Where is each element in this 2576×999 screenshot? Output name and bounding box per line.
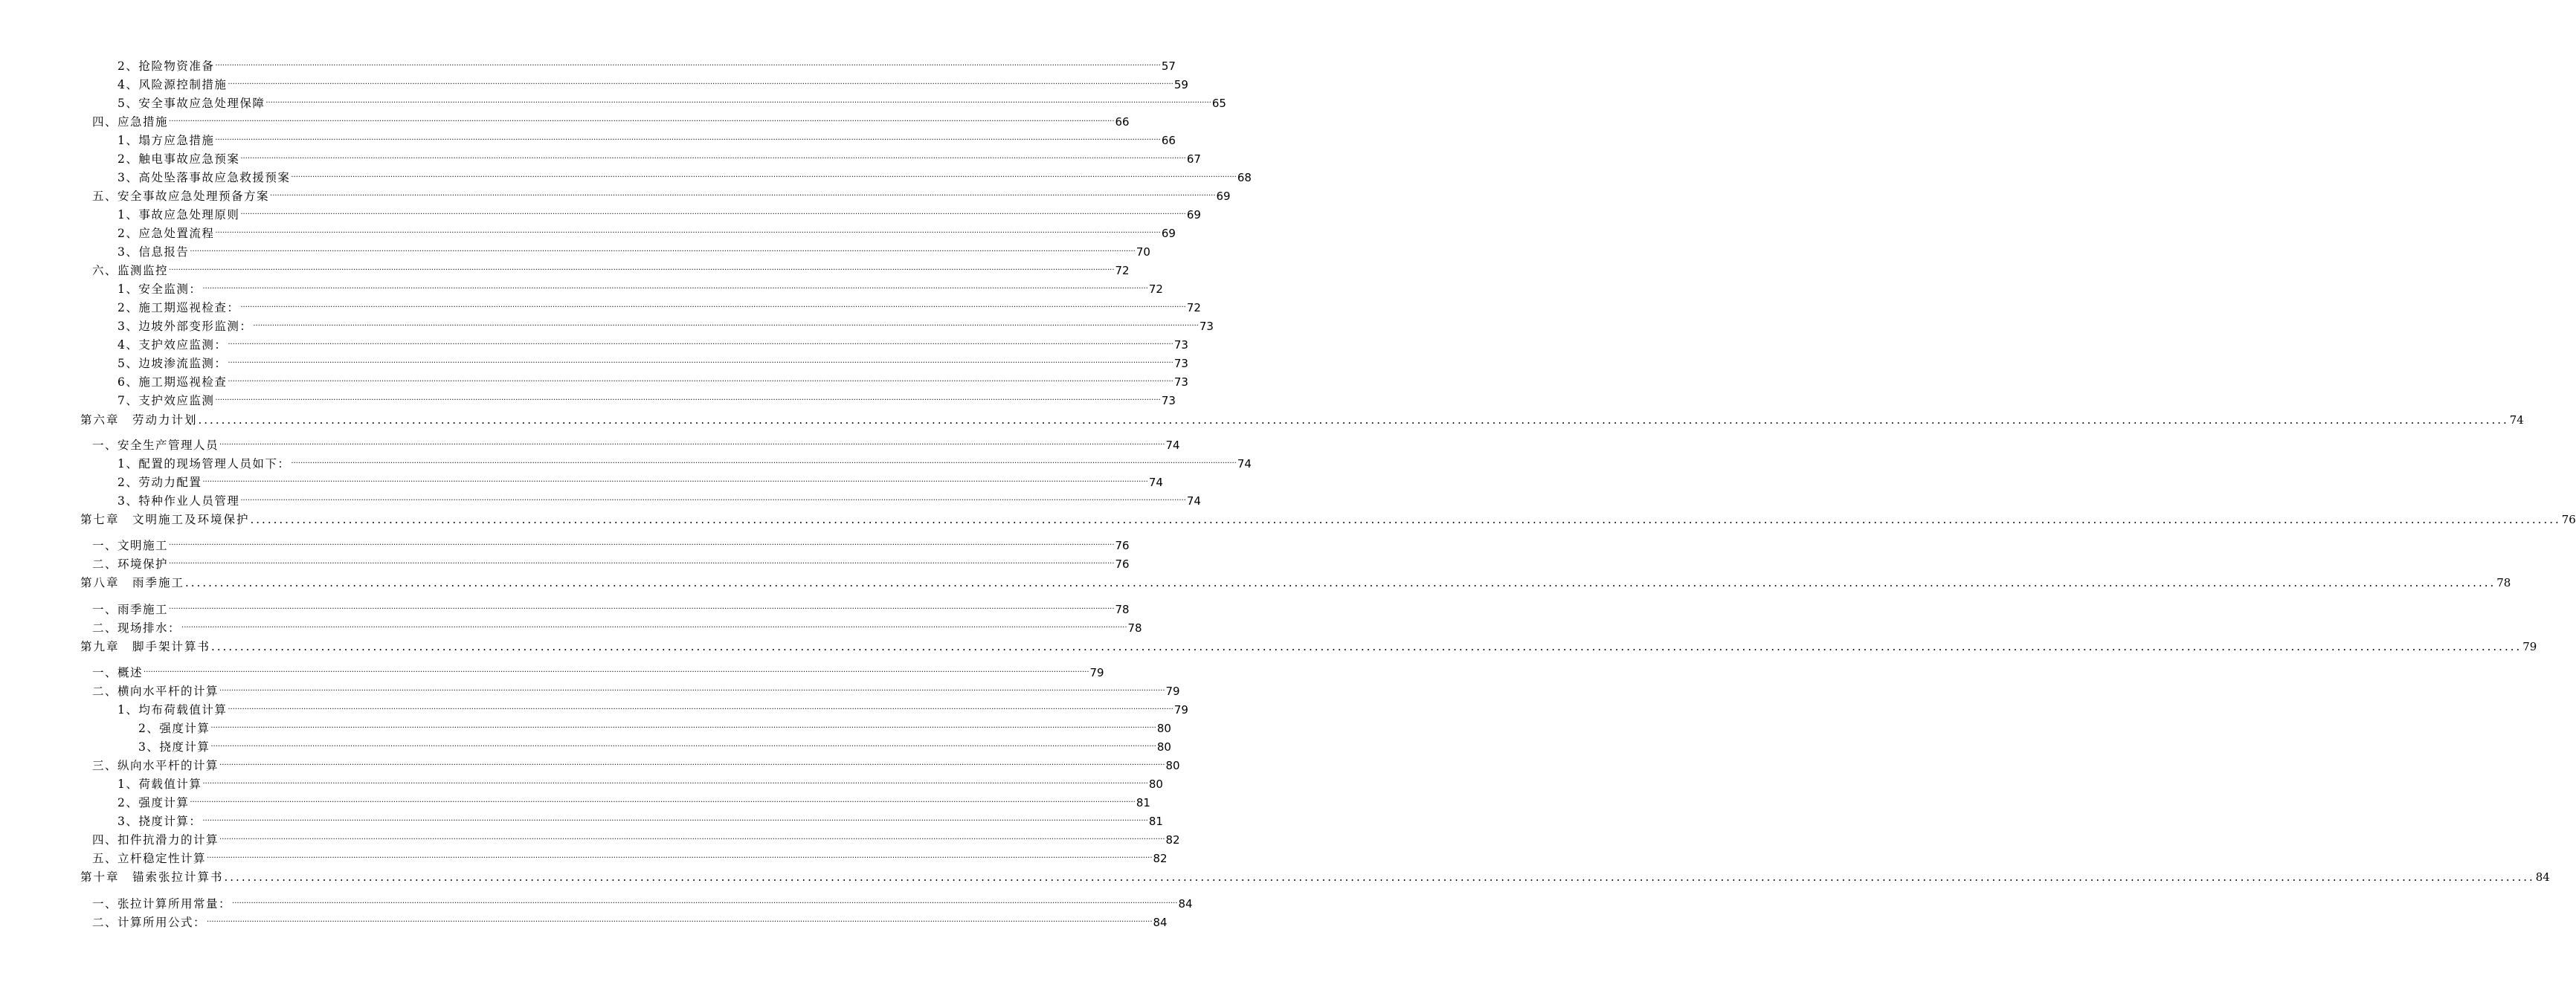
- toc-leader-dots: ................................................................................................................................................................................................................................................................................................................................................................................................................: [210, 740, 1156, 749]
- toc-page-number: 73: [1161, 394, 1176, 407]
- toc-entry[interactable]: [138, 737, 1171, 754]
- toc-entry-title: 五、安全事故应急处理预备方案: [92, 190, 270, 203]
- toc-entry[interactable]: [117, 454, 1252, 471]
- toc-entry[interactable]: [117, 473, 1163, 489]
- toc-entry[interactable]: [92, 756, 1180, 772]
- toc-entry-title: 2、施工期巡视检查：: [117, 301, 240, 314]
- toc-leader-dots: ................................................................................................................................................................................................................................................................................................................................................................................................................: [181, 621, 1127, 630]
- toc-page-number: 73: [1173, 338, 1188, 352]
- toc-entry[interactable]: [117, 75, 1188, 91]
- toc-page-number: 81: [1136, 796, 1150, 809]
- toc-entry-title: 3、挠度计算: [138, 740, 210, 754]
- toc-leader-dots: ................................................................................................................................................................................................................................................................................................................................................................................................................: [291, 457, 1237, 465]
- toc-entry[interactable]: [92, 536, 1130, 552]
- toc-entry[interactable]: [117, 149, 1201, 166]
- toc-page-number: 76: [1115, 557, 1130, 571]
- toc-leader-dots: ................................................................................................................................................................................................................................................................................................................................................................................................................: [210, 722, 1156, 730]
- toc-leader-dots: ................................................................................................................................................................................................................................................................................................................................................................................................................: [144, 666, 1089, 674]
- toc-entry[interactable]: [92, 830, 1180, 847]
- toc-leader-dots: ................................................................................................................................................................................................................................................................................................................................................................................................................: [207, 852, 1153, 860]
- toc-leader-dots: ................................................................................................................................................................................................................................................................................................................................................................................................................: [169, 539, 1115, 547]
- toc-entry[interactable]: [117, 298, 1201, 314]
- toc-leader-dots: ................................................................................................................................................................................................................................................................................................................................................................................................................: [202, 815, 1148, 823]
- toc-entry-title: 四、应急措施: [92, 115, 169, 129]
- toc-entry[interactable]: [92, 600, 1130, 616]
- toc-entry[interactable]: [92, 849, 1168, 865]
- toc-chapter-entry[interactable]: [80, 410, 2524, 427]
- toc-entry[interactable]: [117, 335, 1188, 352]
- toc-page-number: 76: [2561, 513, 2576, 526]
- toc-leader-dots: ................................................................................................................................................................................................................................................................................................................................................................................................................: [169, 264, 1115, 272]
- toc-page-number: 74: [1165, 439, 1180, 452]
- toc-leader-dots: ................................................................................................................................................................................................................................................................................................................................................................................................................: [169, 557, 1115, 566]
- toc-entry-title: 六、监测监控: [92, 264, 169, 277]
- toc-leader-dots: ................................................................................................................................................................................................................................................................................................................................................................................................................: [219, 439, 1165, 447]
- toc-leader-dots: ................................................................................................................................................................................................................................................................................................................................................................................................................: [219, 685, 1165, 693]
- toc-entry[interactable]: [117, 391, 1176, 407]
- toc-page-number: 66: [1115, 115, 1130, 129]
- toc-entry-title: 二、现场排水：: [92, 621, 181, 635]
- toc-entry[interactable]: [92, 913, 1168, 929]
- toc-leader-dots: ................................................................................................................................................................................................................................................................................................................................................................................................................: [228, 338, 1173, 346]
- toc-page-number: 79: [1173, 703, 1188, 717]
- toc-page-number: 72: [1148, 282, 1163, 296]
- toc-entry-title: 一、安全生产管理人员: [92, 439, 219, 452]
- toc-leader-dots: ................................................................................................................................................................................................................................................................................................................................................................................................................: [198, 413, 2509, 427]
- toc-page-number: 72: [1186, 301, 1201, 314]
- toc-leader-dots: ................................................................................................................................................................................................................................................................................................................................................................................................................: [228, 357, 1173, 365]
- toc-leader-dots: ................................................................................................................................................................................................................................................................................................................................................................................................................: [185, 576, 2496, 589]
- toc-page-number: 66: [1161, 134, 1176, 147]
- toc-page-number: 74: [1186, 494, 1201, 508]
- toc-page-number: 79: [1089, 666, 1104, 679]
- toc-page-number: 78: [2496, 576, 2511, 589]
- toc-leader-dots: ................................................................................................................................................................................................................................................................................................................................................................................................................: [211, 640, 2522, 653]
- toc-leader-dots: ................................................................................................................................................................................................................................................................................................................................................................................................................: [202, 777, 1148, 786]
- toc-page-number: 84: [1178, 897, 1193, 911]
- toc-page-number: 80: [1165, 759, 1180, 772]
- toc-leader-dots: ................................................................................................................................................................................................................................................................................................................................................................................................................: [215, 227, 1161, 235]
- toc-entry-title: 2、强度计算: [138, 722, 210, 735]
- toc-entry[interactable]: [138, 719, 1171, 735]
- toc-entry[interactable]: [117, 354, 1188, 370]
- toc-entry-title: 1、安全监测：: [117, 282, 202, 296]
- toc-entry-title: 1、配置的现场管理人员如下：: [117, 457, 291, 471]
- toc-entry[interactable]: [117, 793, 1150, 809]
- toc-leader-dots: ................................................................................................................................................................................................................................................................................................................................................................................................................: [169, 115, 1115, 123]
- toc-chapter-entry[interactable]: [80, 510, 2576, 526]
- toc-page-number: 69: [1216, 190, 1231, 203]
- toc-leader-dots: ................................................................................................................................................................................................................................................................................................................................................................................................................: [291, 171, 1237, 179]
- toc-entry-title: 3、边坡外部变形监测：: [117, 320, 253, 333]
- toc-entry-title: 1、事故应急处理原则: [117, 208, 240, 222]
- toc-leader-dots: ................................................................................................................................................................................................................................................................................................................................................................................................................: [240, 494, 1186, 502]
- toc-chapter-entry[interactable]: [80, 867, 2550, 884]
- toc-entry-title: 3、高处坠落事故应急救援预案: [117, 171, 291, 184]
- toc-entry[interactable]: [92, 112, 1130, 129]
- toc-page-number: 80: [1156, 722, 1171, 735]
- toc-leader-dots: ................................................................................................................................................................................................................................................................................................................................................................................................................: [224, 870, 2535, 884]
- toc-entry[interactable]: [92, 618, 1142, 635]
- toc-leader-dots: ................................................................................................................................................................................................................................................................................................................................................................................................................: [190, 245, 1136, 253]
- toc-page-number: 82: [1153, 852, 1168, 865]
- toc-entry[interactable]: [117, 94, 1226, 110]
- toc-page-number: 69: [1161, 227, 1176, 240]
- toc-entry-title: 二、计算所用公式：: [92, 916, 207, 929]
- toc-entry[interactable]: [92, 894, 1193, 911]
- toc-page-number: 73: [1173, 357, 1188, 370]
- toc-page-number: 69: [1186, 208, 1201, 222]
- toc-entry[interactable]: [92, 663, 1104, 679]
- toc-leader-dots: ................................................................................................................................................................................................................................................................................................................................................................................................................: [202, 282, 1148, 291]
- toc-entry-title: 二、横向水平杆的计算: [92, 685, 219, 698]
- toc-entry[interactable]: [117, 56, 1176, 73]
- toc-entry[interactable]: [92, 436, 1180, 452]
- toc-page-number: 74: [1237, 457, 1252, 471]
- toc-entry[interactable]: [117, 131, 1176, 147]
- toc-page-number: 70: [1136, 245, 1150, 259]
- toc-entry-title: 2、触电事故应急预案: [117, 152, 240, 166]
- toc-page-number: 78: [1127, 621, 1142, 635]
- toc-page-number: 57: [1161, 59, 1176, 73]
- toc-leader-dots: ................................................................................................................................................................................................................................................................................................................................................................................................................: [215, 394, 1161, 402]
- toc-entry-title: 1、塌方应急措施: [117, 134, 215, 147]
- toc-entry[interactable]: [92, 261, 1130, 277]
- toc-entry-title: 一、文明施工: [92, 539, 169, 552]
- toc-leader-dots: ................................................................................................................................................................................................................................................................................................................................................................................................................: [219, 833, 1165, 841]
- toc-leader-dots: ................................................................................................................................................................................................................................................................................................................................................................................................................: [207, 916, 1153, 924]
- toc-entry[interactable]: [117, 700, 1188, 717]
- toc-leader-dots: ................................................................................................................................................................................................................................................................................................................................................................................................................: [250, 513, 2561, 526]
- toc-leader-dots: ................................................................................................................................................................................................................................................................................................................................................................................................................: [240, 301, 1186, 309]
- toc-entry-title: 2、劳动力配置: [117, 476, 202, 489]
- toc-page-number: 73: [1173, 375, 1188, 389]
- toc-entry-title: 5、边坡渗流监测：: [117, 357, 228, 370]
- toc-entry[interactable]: [117, 775, 1163, 791]
- toc-entry[interactable]: [117, 242, 1150, 259]
- toc-leader-dots: ................................................................................................................................................................................................................................................................................................................................................................................................................: [190, 796, 1136, 804]
- toc-page-number: 67: [1186, 152, 1201, 166]
- toc-entry[interactable]: [117, 812, 1163, 828]
- toc-entry-title: 第六章 劳动力计划: [80, 413, 198, 427]
- toc-leader-dots: ................................................................................................................................................................................................................................................................................................................................................................................................................: [265, 97, 1211, 105]
- toc-entry-title: 3、挠度计算：: [117, 815, 202, 828]
- toc-page-number: 72: [1115, 264, 1130, 277]
- toc-leader-dots: ................................................................................................................................................................................................................................................................................................................................................................................................................: [219, 759, 1165, 767]
- toc-page-number: 81: [1148, 815, 1163, 828]
- toc-entry-title: 3、信息报告: [117, 245, 190, 259]
- toc-page-number: 76: [1115, 539, 1130, 552]
- toc-page-number: 79: [2522, 640, 2537, 653]
- toc-entry[interactable]: [117, 317, 1214, 333]
- toc-entry-title: 2、应急处置流程: [117, 227, 215, 240]
- toc-leader-dots: ................................................................................................................................................................................................................................................................................................................................................................................................................: [215, 59, 1161, 68]
- toc-leader-dots: ................................................................................................................................................................................................................................................................................................................................................................................................................: [240, 208, 1186, 216]
- toc-page-number: 79: [1165, 685, 1180, 698]
- toc-entry-title: 3、特种作业人员管理: [117, 494, 240, 508]
- toc-entry-title: 2、强度计算: [117, 796, 190, 809]
- toc-entry-title: 第七章 文明施工及环境保护: [80, 513, 250, 526]
- toc-entry-title: 五、立杆稳定性计算: [92, 852, 207, 865]
- toc-entry-title: 一、概述: [92, 666, 144, 679]
- toc-page-number: 82: [1165, 833, 1180, 847]
- toc-entry-title: 1、均布荷载值计算: [117, 703, 228, 717]
- toc-entry[interactable]: [117, 205, 1201, 222]
- toc-leader-dots: ................................................................................................................................................................................................................................................................................................................................................................................................................: [232, 897, 1178, 905]
- toc-leader-dots: ................................................................................................................................................................................................................................................................................................................................................................................................................: [215, 134, 1161, 142]
- toc-leader-dots: ................................................................................................................................................................................................................................................................................................................................................................................................................: [169, 603, 1115, 611]
- toc-page-number: 80: [1156, 740, 1171, 754]
- toc-entry[interactable]: [92, 555, 1130, 571]
- toc-chapter-entry[interactable]: [80, 637, 2537, 653]
- toc-page-number: 65: [1211, 97, 1226, 110]
- toc-entry-title: 2、抢险物资准备: [117, 59, 215, 73]
- toc-entry[interactable]: [92, 187, 1231, 203]
- toc-entry-title: 四、扣件抗滑力的计算: [92, 833, 219, 847]
- toc-leader-dots: ................................................................................................................................................................................................................................................................................................................................................................................................................: [228, 703, 1173, 711]
- toc-page-number: 74: [1148, 476, 1163, 489]
- toc-leader-dots: ................................................................................................................................................................................................................................................................................................................................................................................................................: [270, 190, 1216, 198]
- toc-entry-title: 5、安全事故应急处理保障: [117, 97, 265, 110]
- toc-entry-title: 二、环境保护: [92, 557, 169, 571]
- toc-page-number: 78: [1115, 603, 1130, 616]
- toc-leader-dots: ................................................................................................................................................................................................................................................................................................................................................................................................................: [228, 375, 1173, 384]
- toc-entry-title: 6、施工期巡视检查: [117, 375, 228, 389]
- toc-entry-title: 7、支护效应监测: [117, 394, 215, 407]
- toc-page-number: 59: [1173, 78, 1188, 91]
- toc-page-number: 68: [1237, 171, 1252, 184]
- toc-leader-dots: ................................................................................................................................................................................................................................................................................................................................................................................................................: [228, 78, 1173, 86]
- toc-page-number: 74: [2509, 413, 2524, 427]
- toc-entry[interactable]: [117, 224, 1176, 240]
- toc-entry-title: 第八章 雨季施工: [80, 576, 185, 589]
- toc-entry[interactable]: [117, 372, 1188, 389]
- toc-entry-title: 一、张拉计算所用常量：: [92, 897, 232, 911]
- toc-entry-title: 4、支护效应监测：: [117, 338, 228, 352]
- toc-leader-dots: ................................................................................................................................................................................................................................................................................................................................................................................................................: [240, 152, 1186, 161]
- toc-page-number: 80: [1148, 777, 1163, 791]
- toc-entry-title: 1、荷载值计算: [117, 777, 202, 791]
- toc-entry-title: 第九章 脚手架计算书: [80, 640, 211, 653]
- toc-entry-title: 第十章 锚索张拉计算书: [80, 870, 224, 884]
- toc-entry-title: 一、雨季施工: [92, 603, 169, 616]
- toc-entry[interactable]: [92, 682, 1180, 698]
- toc-entry[interactable]: [117, 279, 1163, 296]
- toc-entry-title: 三、纵向水平杆的计算: [92, 759, 219, 772]
- toc-leader-dots: ................................................................................................................................................................................................................................................................................................................................................................................................................: [202, 476, 1148, 484]
- toc-page-number: 84: [1153, 916, 1168, 929]
- toc-page-number: 84: [2535, 870, 2550, 884]
- toc-leader-dots: ................................................................................................................................................................................................................................................................................................................................................................................................................: [253, 320, 1199, 328]
- toc-entry[interactable]: [117, 168, 1252, 184]
- toc-entry-title: 4、风险源控制措施: [117, 78, 228, 91]
- toc-page-number: 73: [1199, 320, 1214, 333]
- toc-entry[interactable]: [117, 491, 1201, 508]
- toc-chapter-entry[interactable]: [80, 573, 2511, 589]
